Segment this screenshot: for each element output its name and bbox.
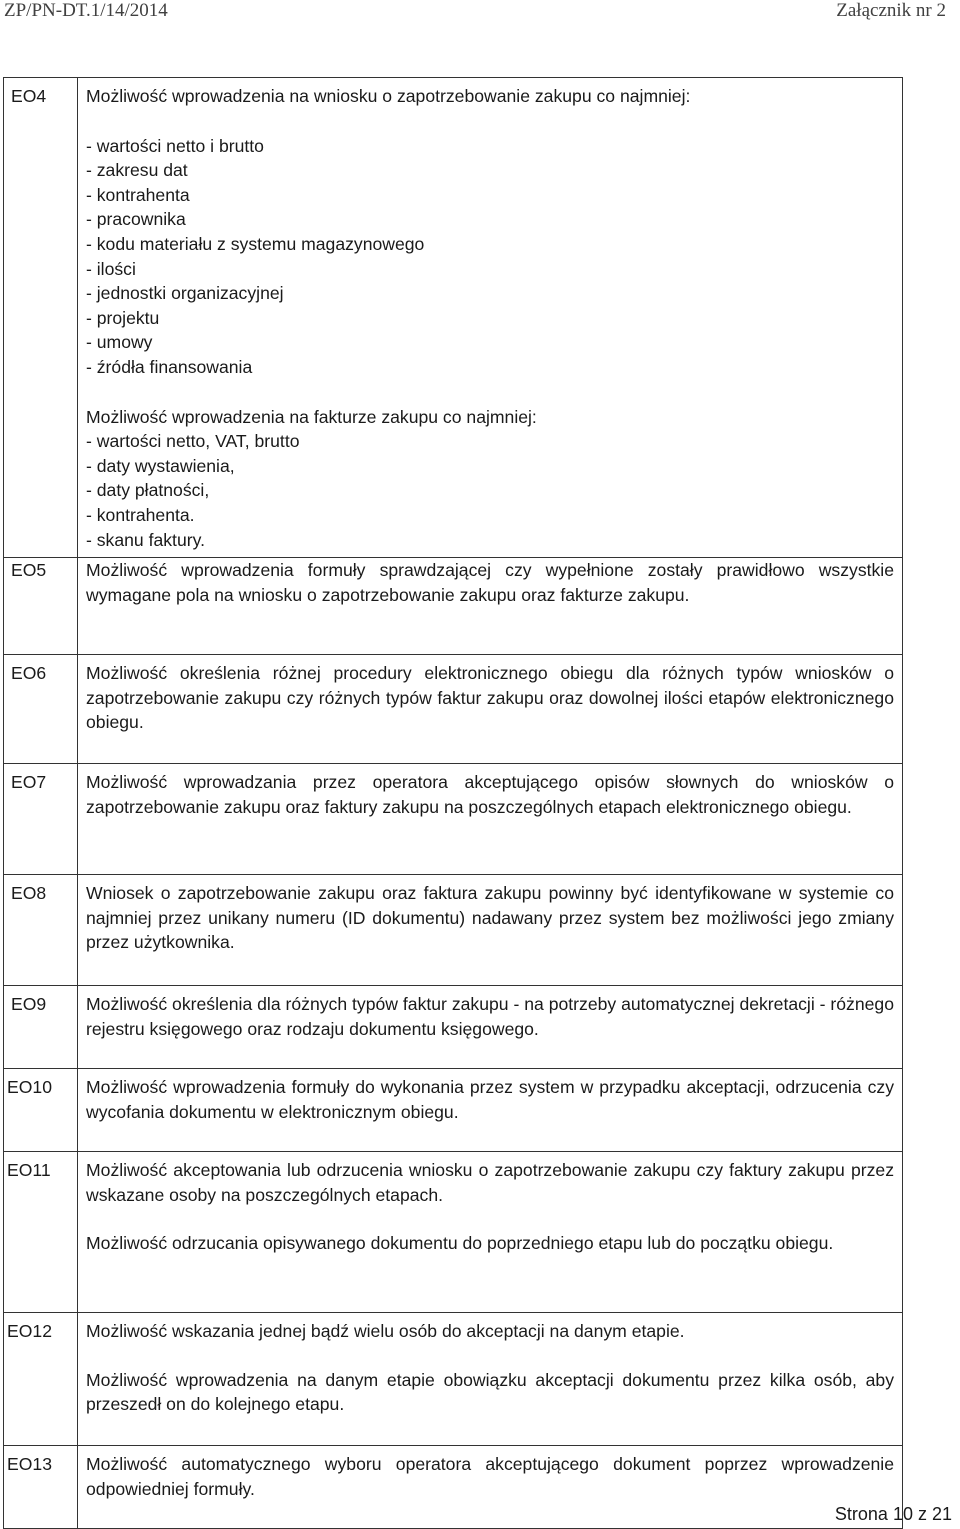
row-description — [78, 1446, 903, 1529]
row-code: EO5 — [4, 558, 78, 655]
list-item: - ilości — [86, 258, 136, 279]
requirement-text: Możliwość wprowadzenia formuły sprawdzającej czy wypełnione zostały prawidłowo wszystkie wymagane pola na wniosku o zapotrzebowanie zakupu oraz fakturze zakupu. — [86, 560, 894, 605]
row-description — [78, 655, 903, 764]
requirement-text: Możliwość akceptowania lub odrzucenia wniosku o zapotrzebowanie zakupu czy faktury zakupu przez wskazane osoby na poszczególnych etapach. — [86, 1160, 894, 1205]
row-description — [78, 764, 903, 875]
table-row — [4, 1069, 903, 1152]
requirement-text: Możliwość wprowadzenia formuły do wykonania przez system w przypadku akceptacji, odrzucenia czy wycofania dokumentu w elektronicznym obiegu. — [86, 1077, 894, 1122]
table-row — [4, 986, 903, 1069]
table-row — [4, 1446, 903, 1529]
list-item: - wartości netto i brutto — [86, 135, 264, 156]
table-row — [4, 655, 903, 764]
row-code: EO6 — [4, 655, 78, 764]
row-code: EO10 — [4, 1069, 78, 1152]
row-description — [78, 558, 903, 655]
row-code: EO4 — [4, 78, 78, 558]
requirements-table — [3, 77, 903, 1529]
requirement-text: Możliwość wskazania jednej bądź wielu osób do akceptacji na danym etapie. — [86, 1321, 685, 1341]
row-code: EO9 — [4, 986, 78, 1069]
table-row — [4, 558, 903, 655]
row-description — [78, 78, 903, 558]
list-item: - kontrahenta. — [86, 504, 195, 525]
table-row — [4, 764, 903, 875]
row-description — [78, 986, 903, 1069]
list-item: - zakresu dat — [86, 160, 188, 181]
table-row — [4, 1313, 903, 1446]
row-description — [78, 875, 903, 986]
table-row — [4, 78, 903, 558]
requirement-list — [86, 134, 894, 380]
requirement-text: Wniosek o zapotrzebowanie zakupu oraz faktura zakupu powinny być identyfikowane w systemie co najmniej przez unikany numeru (ID dokumentu) nadawany przez system bez możliwości jego zmiany przez użytkownika. — [86, 883, 894, 953]
list-item: - pracownika — [86, 209, 186, 230]
list-item: - kontrahenta — [86, 184, 190, 205]
requirement-text: Możliwość odrzucania opisywanego dokumentu do poprzedniego etapu lub do początku obiegu. — [86, 1233, 834, 1254]
list-item: - projektu — [86, 307, 160, 328]
document-reference: ZP/PN-DT.1/14/2014 — [4, 0, 168, 21]
table-row — [4, 875, 903, 986]
list-item: - jednostki organizacyjnej — [86, 283, 284, 304]
page-number: Strona 10 z 21 — [834, 1504, 952, 1524]
list-item: - skanu faktury. — [86, 529, 205, 550]
list-item: - daty wystawienia, — [86, 455, 235, 476]
requirement-text: Możliwość określenia dla różnych typów faktur zakupu - na potrzeby automatycznej dekretacji - różnego rejestru księgowego oraz rodzaju dokumentu księgowego. — [86, 994, 894, 1039]
row-code: EO11 — [4, 1152, 78, 1313]
page-header — [0, 0, 960, 34]
list-item: - daty płatności, — [86, 480, 210, 501]
list-item: - wartości netto, VAT, brutto — [86, 431, 300, 452]
requirement-text: Możliwość wprowadzenia na danym etapie obowiązku akceptacji dokumentu przez kilka osób, aby przeszedł on do kolejnego etapu. — [86, 1369, 894, 1415]
row-code: EO13 — [4, 1446, 78, 1529]
requirement-text: Możliwość określenia różnej procedury elektronicznego obiegu dla różnych typów wniosków o zapotrzebowanie zakupu czy różnych typów faktur zakupu oraz dowolnej ilości etapów elektronicznego obiegu. — [86, 663, 894, 733]
row-description — [78, 1152, 903, 1313]
requirement-text: Możliwość automatycznego wyboru operatora akceptującego dokument poprzez wprowadzenie odpowiedniej formuły. — [86, 1454, 894, 1499]
list-item: - źródła finansowania — [86, 356, 253, 377]
row-code: EO12 — [4, 1313, 78, 1446]
row-description — [78, 1313, 903, 1446]
requirement-text: Możliwość wprowadzenia na fakturze zakupu co najmniej: — [86, 406, 537, 427]
requirement-list — [86, 429, 894, 552]
attachment-label: Załącznik nr 2 — [836, 0, 946, 21]
list-item: - kodu materiału z systemu magazynowego — [86, 233, 425, 254]
list-item: - umowy — [86, 332, 153, 353]
requirement-text: Możliwość wprowadzania przez operatora akceptującego opisów słownych do wniosków o zapotrzebowanie zakupu oraz faktury zakupu na poszczególnych etapach elektronicznego obiegu. — [86, 772, 894, 817]
row-code: EO7 — [4, 764, 78, 875]
row-description — [78, 1069, 903, 1152]
row-code: EO8 — [4, 875, 78, 986]
table-row — [4, 1152, 903, 1313]
requirement-text: Możliwość wprowadzenia na wniosku o zapotrzebowanie zakupu co najmniej: — [86, 86, 691, 106]
